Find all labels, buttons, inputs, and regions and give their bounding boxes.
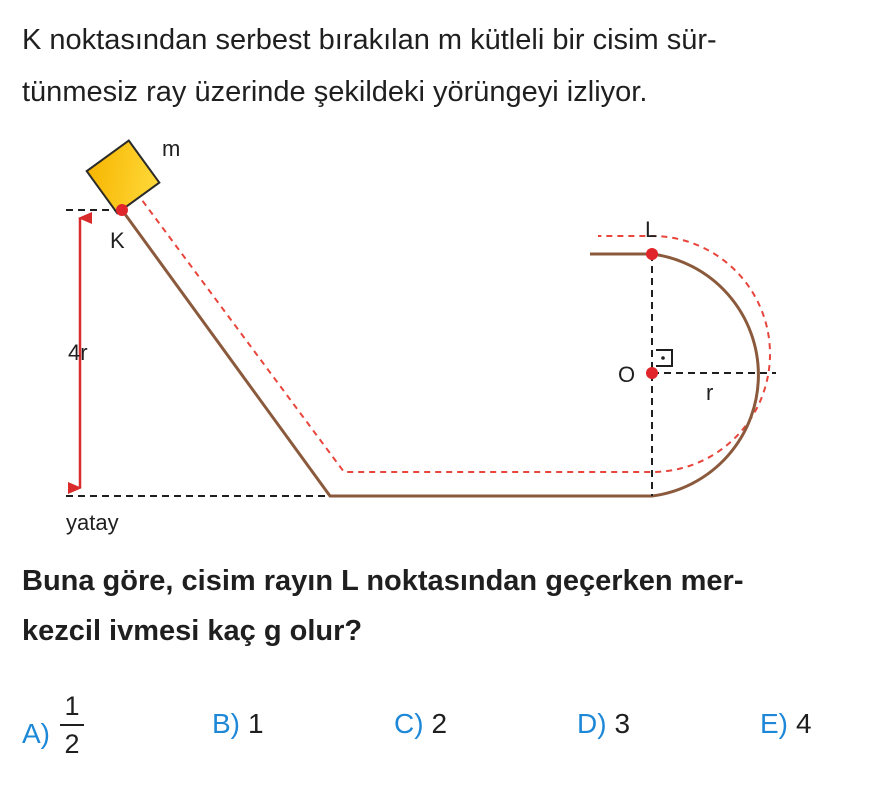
point-o-label: O bbox=[618, 362, 636, 387]
track-rail bbox=[122, 210, 758, 496]
option-b-value: 1 bbox=[248, 708, 264, 739]
trajectory-dashed-path bbox=[136, 192, 770, 472]
option-c-letter: C) bbox=[394, 708, 424, 739]
prompt-line-1: Buna göre, cisim rayın L noktasından geçerken mer- bbox=[22, 565, 744, 597]
horizontal-label: yatay bbox=[66, 510, 119, 535]
point-l-dot bbox=[646, 248, 658, 260]
option-b[interactable] bbox=[212, 708, 264, 740]
physics-figure bbox=[0, 120, 881, 540]
option-a-numerator: 1 bbox=[64, 691, 80, 721]
height-label: 4r bbox=[68, 340, 88, 365]
prompt-line-2: kezcil ivmesi kaç g olur? bbox=[22, 615, 363, 647]
option-a-letter: A) bbox=[22, 718, 50, 749]
option-a[interactable] bbox=[22, 691, 84, 760]
mass-label: m bbox=[162, 136, 181, 161]
question-text bbox=[22, 14, 842, 118]
point-k-label: K bbox=[110, 228, 125, 253]
option-e[interactable] bbox=[760, 708, 812, 740]
question-line-2: tünmesiz ray üzerinde şekildeki yörüngeyi izliyor. bbox=[22, 76, 648, 108]
radius-label: r bbox=[706, 380, 714, 405]
point-k-dot bbox=[116, 204, 128, 216]
option-d-value: 3 bbox=[614, 708, 631, 739]
option-a-denominator: 2 bbox=[64, 729, 80, 759]
point-l-label: L bbox=[645, 217, 658, 242]
option-c[interactable] bbox=[394, 708, 447, 740]
option-c-value: 2 bbox=[431, 708, 448, 739]
option-d[interactable] bbox=[577, 708, 630, 740]
option-a-fraction bbox=[60, 690, 84, 760]
question-prompt bbox=[22, 556, 862, 656]
point-o-dot bbox=[646, 367, 658, 379]
right-angle-dot bbox=[661, 356, 665, 360]
track-diagram bbox=[0, 120, 881, 540]
question-line-1: K noktasından serbest bırakılan m kütleli bir cisim sür- bbox=[22, 24, 717, 56]
answer-options bbox=[0, 690, 881, 780]
mass-block bbox=[87, 141, 160, 214]
fraction-bar bbox=[60, 724, 84, 726]
option-e-value: 4 bbox=[796, 708, 812, 739]
option-d-letter: D) bbox=[577, 708, 607, 739]
option-b-letter: B) bbox=[212, 708, 240, 739]
option-e-letter: E) bbox=[760, 708, 788, 739]
